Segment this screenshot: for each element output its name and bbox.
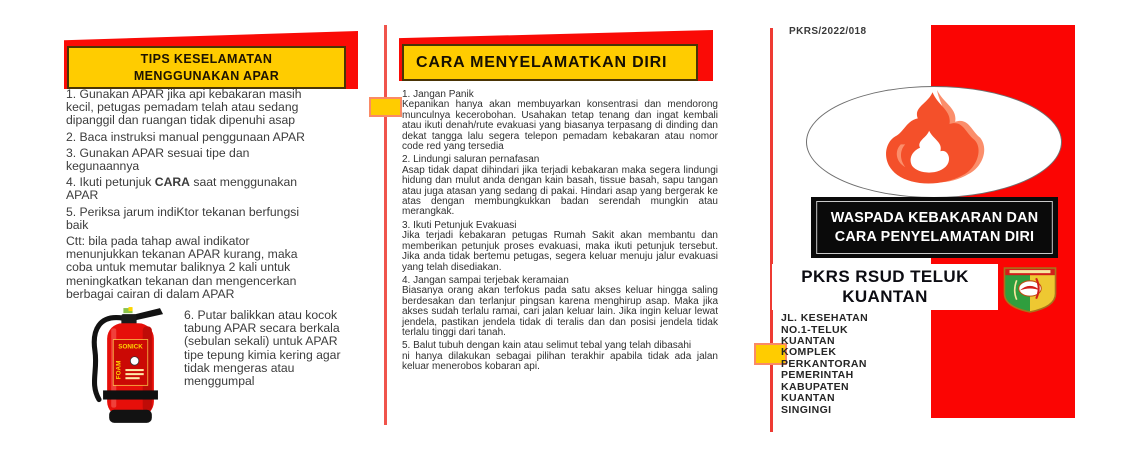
extinguisher-band xyxy=(103,390,158,399)
document-code: PKRS/2022/018 xyxy=(789,26,867,37)
extinguisher-brand-text: SONICK xyxy=(118,343,143,351)
escape-step-5-body: ni hanya dilakukan sebagai pilihan terakhir apabila tidak ada jalan keluar menerobos kobaran api. xyxy=(402,350,718,373)
address2-line3: PEMERINTAH xyxy=(781,369,854,382)
crest-name-strip xyxy=(1010,270,1051,273)
instruction-item-6: 6. Putar balikkan atau kocok tabung APAR secara berkala (sebulan sekali) untuk APAR tipe tepung kimia kering agar tidak mengeras atau menggumpal xyxy=(184,308,341,389)
item4-pre: 4. Ikuti petunjuk xyxy=(66,175,155,190)
left-instructions xyxy=(66,88,324,304)
address2-line6: SINGINGI xyxy=(781,403,832,416)
instruction-note-ctt: Ctt: bila pada tahap awal indikator menunjukkan tekanan APAR kurang, maka coba untuk memutar baliknya 2 kali untuk meningkatkan tekanan dan mengencerkan berbagai cairan di dalam APAR xyxy=(66,234,298,301)
escape-step-5-heading: 5. Balut tubuh dengan kain atau selimut tebal yang telah dibasahi xyxy=(402,340,692,352)
escape-step-1 xyxy=(402,90,718,152)
escape-step-3-heading: 3. Ikuti Petunjuk Evakuasi xyxy=(402,219,517,231)
left-title-line1: TIPS KESELAMATAN xyxy=(140,52,273,67)
escape-step-1-body: Kepanikan hanya akan membuyarkan konsentrasi dan mendorong munculnya kecerobohan. Usahakan tetap tenang dan ingat kembali atau ikuti denah/rute evakuasi yang biasanya terpasang di dinding dan dekat tangga lalu segera telepon pemadam kebakaran atau nomor code red yang tersedia xyxy=(402,99,718,153)
escape-step-4-heading: 4. Jangan sampai terjebak keramaian xyxy=(402,274,569,286)
warning-banner-inner xyxy=(816,201,1053,254)
label-line xyxy=(125,377,139,379)
extinguisher-pin-tip xyxy=(128,307,132,311)
address2-line4: KABUPATEN xyxy=(781,380,849,393)
address1-line3: KUANTAN xyxy=(781,335,835,348)
instruction-item-5: 5. Periksa jarum indiKtor tekanan berfungsi baik xyxy=(66,204,300,232)
left-panel xyxy=(0,0,384,450)
org-title-line1: PKRS RSUD TELUK xyxy=(801,267,969,287)
address2-line1: KOMPLEK xyxy=(781,346,837,358)
address-block-2 xyxy=(781,347,867,417)
escape-step-2-heading: 2. Lindungi saluran pernafasan xyxy=(402,154,540,166)
warning-banner xyxy=(811,197,1058,258)
escape-step-2-body: Asap tidak dapat dihindari jika terjadi kebakaran maka segera lindungi hidung dan mulut anda dengan kain basah, tissue basah, sapu tangan atau juga atasan yang sedang di pakai. Hindari asap yang bergerak ke atas dengan membungkukkan badan serendah mungkin atau merangkak. xyxy=(402,164,718,218)
middle-panel xyxy=(388,0,768,450)
escape-step-5 xyxy=(402,341,718,372)
label-line xyxy=(125,373,143,375)
item4-post: saat menggunakan APAR xyxy=(66,175,298,203)
escape-step-3 xyxy=(402,221,718,273)
address2-line5: KUANTAN xyxy=(781,392,835,405)
fire-extinguisher-image xyxy=(86,304,174,428)
org-title-band xyxy=(772,264,998,310)
fold-line-left xyxy=(384,25,387,425)
instruction-item-2: 2. Baca instruksi manual penggunaan APAR xyxy=(66,129,305,144)
extinguisher-base xyxy=(109,410,152,423)
left-title-line2: MENGGUNAKAN APAR xyxy=(133,68,280,83)
address-block-1 xyxy=(781,313,868,348)
instruction-item-4 xyxy=(66,176,324,202)
item4-bold: CARA xyxy=(154,175,190,190)
extinguisher-type-text: FOAM xyxy=(115,360,123,380)
address1-line2: NO.1-TELUK xyxy=(781,323,848,336)
escape-step-2 xyxy=(402,155,718,217)
warning-line2: CARA PENYELAMATAN DIRI xyxy=(834,228,1035,245)
address2-line2: PERKANTORAN xyxy=(781,357,867,370)
escape-step-3-body: Jika terjadi kebakaran petugas Rumah Sakit akan membantu dan memberikan petunjuk proses evakuasi, maka ikuti petunjuk tersebut. Jika anda tidak bertemu petugas, segera keluar menuju jalur evakuasi yang telah disediakan. xyxy=(402,230,718,273)
warning-line1: WASPADA KEBAKARAN DAN xyxy=(830,209,1039,226)
flame-icon xyxy=(875,90,990,192)
instruction-item-3: 3. Gunakan APAR sesuai tipe dan kegunaannya xyxy=(66,145,250,174)
instruction-item-1: 1. Gunakan APAR jika api kebakaran masih kecil, petugas pemadam telah atau sedang dipanggil dan ruangan tidak dipenuhi asap xyxy=(66,87,302,128)
right-panel xyxy=(772,0,1138,450)
label-line xyxy=(125,369,143,371)
middle-instructions xyxy=(402,90,718,376)
escape-step-4-body: Biasanya orang akan terfokus pada satu akses keluar hingga saling berdesakan dan terlanjur pingsan karena menghirup asap. Maka jika akses sudah terlalu ramai, cari jalan keluar lain. Jika ingin keluar lewat jendela, pastikan jendela tidak di teralis dan dan posisi jendela tidak terlalu tinggi dari tanah. xyxy=(402,285,718,338)
left-panel-title xyxy=(67,46,346,89)
middle-panel-title: CARA MENYELAMATKAN DIRI xyxy=(402,44,698,81)
escape-step-1-heading: 1. Jangan Panik xyxy=(402,89,474,100)
address1-line1: JL. KESEHATAN xyxy=(781,312,869,324)
pressure-gauge xyxy=(130,357,139,366)
escape-step-4 xyxy=(402,276,718,338)
regency-crest-logo xyxy=(1002,266,1058,313)
org-title-line2: KUANTAN xyxy=(842,287,928,306)
